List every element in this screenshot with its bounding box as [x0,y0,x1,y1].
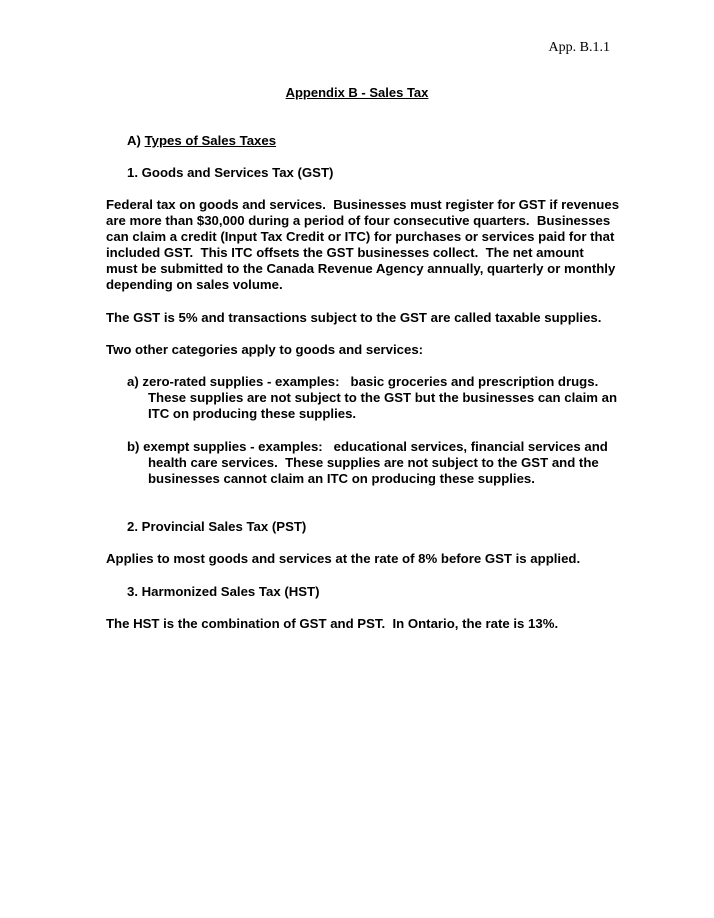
gst-paragraph-line: must be submitted to the Canada Revenue Agency annually, quarterly or monthly [106,261,616,276]
page-reference: App. B.1.1 [548,40,610,55]
document-title-text: Appendix B - Sales Tax [285,85,429,100]
zero-rated-line: a) zero-rated supplies - examples: basic groceries and prescription drugs. [127,374,599,389]
gst-paragraph-line: can claim a credit (Input Tax Credit or ITC) for purchases or services paid for that [106,229,615,244]
exempt-line: health care services. These supplies are not subject to the GST and the [148,455,599,470]
gst-categories-intro: Two other categories apply to goods and services: [106,342,424,357]
gst-paragraph-line: are more than $30,000 during a period of four consecutive quarters. Businesses [106,213,611,228]
section-a-title: Types of Sales Taxes [144,133,277,148]
gst-paragraph-line: depending on sales volume. [106,277,283,292]
gst-paragraph-line: Federal tax on goods and services. Businesses must register for GST if revenues [106,197,620,212]
gst-paragraph-line: included GST. This ITC offsets the GST businesses collect. The net amount [106,245,584,260]
zero-rated-line: ITC on producing these supplies. [148,406,357,421]
pst-heading: 2. Provincial Sales Tax (PST) [127,519,307,534]
section-a-prefix: A) [127,133,145,148]
document-title [0,85,714,100]
exempt-line: businesses cannot claim an ITC on producing these supplies. [148,471,535,486]
hst-heading: 3. Harmonized Sales Tax (HST) [127,584,320,599]
gst-heading: 1. Goods and Services Tax (GST) [127,165,334,180]
gst-rate-line: The GST is 5% and transactions subject to the GST are called taxable supplies. [106,310,602,325]
section-a-heading [127,133,276,149]
zero-rated-line: These supplies are not subject to the GST but the businesses can claim an [148,390,618,405]
hst-text: The HST is the combination of GST and PST. In Ontario, the rate is 13%. [106,616,559,631]
exempt-line: b) exempt supplies - examples: educational services, financial services and [127,439,608,454]
pst-text: Applies to most goods and services at the rate of 8% before GST is applied. [106,551,581,566]
